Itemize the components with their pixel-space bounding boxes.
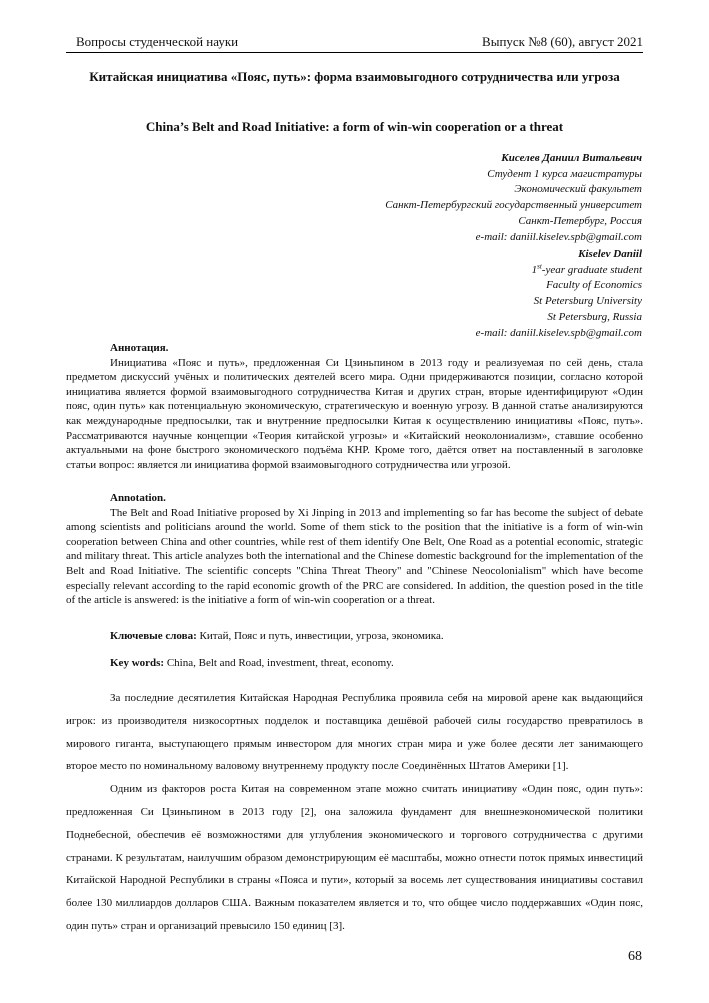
- running-header: [66, 34, 643, 53]
- author-city-ru: Санкт-Петербург, Россия: [518, 214, 642, 227]
- author-faculty-en: Faculty of Economics: [546, 279, 642, 292]
- author-name-en: Kiselev Daniil: [578, 248, 642, 260]
- keywords-en: [110, 657, 643, 669]
- author-city-en: St Petersburg, Russia: [547, 310, 642, 323]
- keywords-label-ru: Ключевые слова:: [110, 630, 197, 642]
- position-ordinal-suffix: st: [537, 262, 542, 271]
- author-university-en: St Petersburg University: [533, 295, 642, 308]
- author-info-ru: [385, 151, 642, 245]
- position-rest: -year graduate student: [541, 263, 642, 276]
- page-number: 68: [628, 949, 642, 964]
- abstract-text-en: The Belt and Road Initiative proposed by Xi Jinping in 2013 and implementing so far has become the subject of debate among scientists and politicians around the world. Some of them stick to the position that the initiative is a form of win-win cooperation between China and other countries, while rest of them identify One Belt, One Road as a potential economic, strategic and military threat. This article analyzes both the international and the Chinese domestic background for the implementation of the Belt and Road Initiative. The scientific concepts "China Threat Theory" and "Chinese Neocolonialism" which have become especially relevant according to the rapid economic growth of the PRC are considered. In addition, the question posed in the title of the article is answered: is the initiative a form of win-win cooperation or a threat.: [66, 506, 643, 607]
- body-paragraph-2: Одним из факторов роста Китая на современном этапе можно считать инициативу «Один пояс, один путь»: предложенная Си Цзиньпином в 2013 году [2], она заложила фундамент для внешнеэкономической политики Поднебесной, обеспечив её возможностями для углубления экономического и торгового сотрудничества с другими странами. К результатам, наилучшим образом демонстрирующим её масштабы, можно отнести поток прямых инвестиций Китайской Народной Республики в страны «Пояса и пути», который за восемь лет существования инициативы составил более 130 миллиардов долларов США. Важным показателем является и то, что общее число поддержавших «Один пояс, один путь» стран и организаций превысило 150 единиц [3].: [66, 783, 643, 932]
- keywords-text-en: China, Belt and Road, investment, threat, economy.: [164, 657, 394, 669]
- position-ordinal: 1: [531, 263, 538, 276]
- article-title-ru: Китайская инициатива «Пояс, путь»: форма взаимовыгодного сотрудничества или угроза: [89, 69, 620, 84]
- keywords-ru: [110, 630, 643, 642]
- keywords-text-ru: Китай, Пояс и путь, инвестиции, угроза, экономика.: [196, 630, 444, 642]
- keywords-label-en: Key words:: [110, 657, 165, 669]
- journal-name: Вопросы студенческой науки: [76, 34, 239, 49]
- author-email-en: e-mail: daniil.kiselev.spb@gmail.com: [475, 326, 642, 339]
- author-email-ru: e-mail: daniil.kiselev.spb@gmail.com: [475, 230, 642, 243]
- article-body: [66, 687, 643, 938]
- abstract-heading-ru: Аннотация.: [110, 342, 169, 354]
- article-title-en: China’s Belt and Road Initiative: a form of win-win cooperation or a threat: [145, 119, 564, 134]
- abstract-ru: [66, 341, 643, 472]
- issue-info: Выпуск №8 (60), август 2021: [482, 34, 643, 49]
- abstract-en: [66, 491, 643, 608]
- author-info-en: [476, 247, 642, 341]
- author-position-ru: Студент 1 курса магистратуры: [487, 167, 642, 180]
- author-position-en: [476, 263, 642, 279]
- author-university-ru: Санкт-Петербургский государственный университет: [385, 199, 642, 212]
- abstract-heading-en: Annotation.: [110, 492, 166, 504]
- author-faculty-ru: Экономический факультет: [514, 183, 642, 196]
- body-paragraph-1: За последние десятилетия Китайская Народная Республика проявила себя на мировой арене как выдающийся игрок: из производителя низкосортных подделок и поставщика дешёвой рабочей силы государство превратилось в мирового гиганта, выступающего прямым инвестором для многих стран мира и уже более десяти лет занимающего второе место по номинальному валовому внутреннему продукту после Соединённых Штатов Америки [1].: [66, 692, 643, 773]
- abstract-text-ru: Инициатива «Пояс и путь», предложенная Си Цзиньпином в 2013 году и реализуемая по сей день, стала предметом дискуссий учёных и политических деятелей всего мира. Одни придерживаются позиции, согласно которой инициатива является формой взаимовыгодного сотрудничества Китая и других стран, вторые идентифицируют «Один пояс, один путь» как потенциальную экономическую, стратегическую и военную угрозу. В данной статье анализируются как международные предпосылки, так и внутренние предпосылки Китая к осуществлению инициативы «Пояс, путь». Рассматриваются научные концепции «Теория китайской угрозы» и «Китайский неоколониализм», ставшие особенно актуальными на фоне быстрого экономического подъёма КНР. Кроме того, даётся ответ на поставленный в заголовке статьи вопрос: является ли инициатива формой взаимовыгодного сотрудничества или угрозой.: [66, 356, 643, 471]
- author-name-ru: Киселев Даниил Витальевич: [501, 152, 642, 164]
